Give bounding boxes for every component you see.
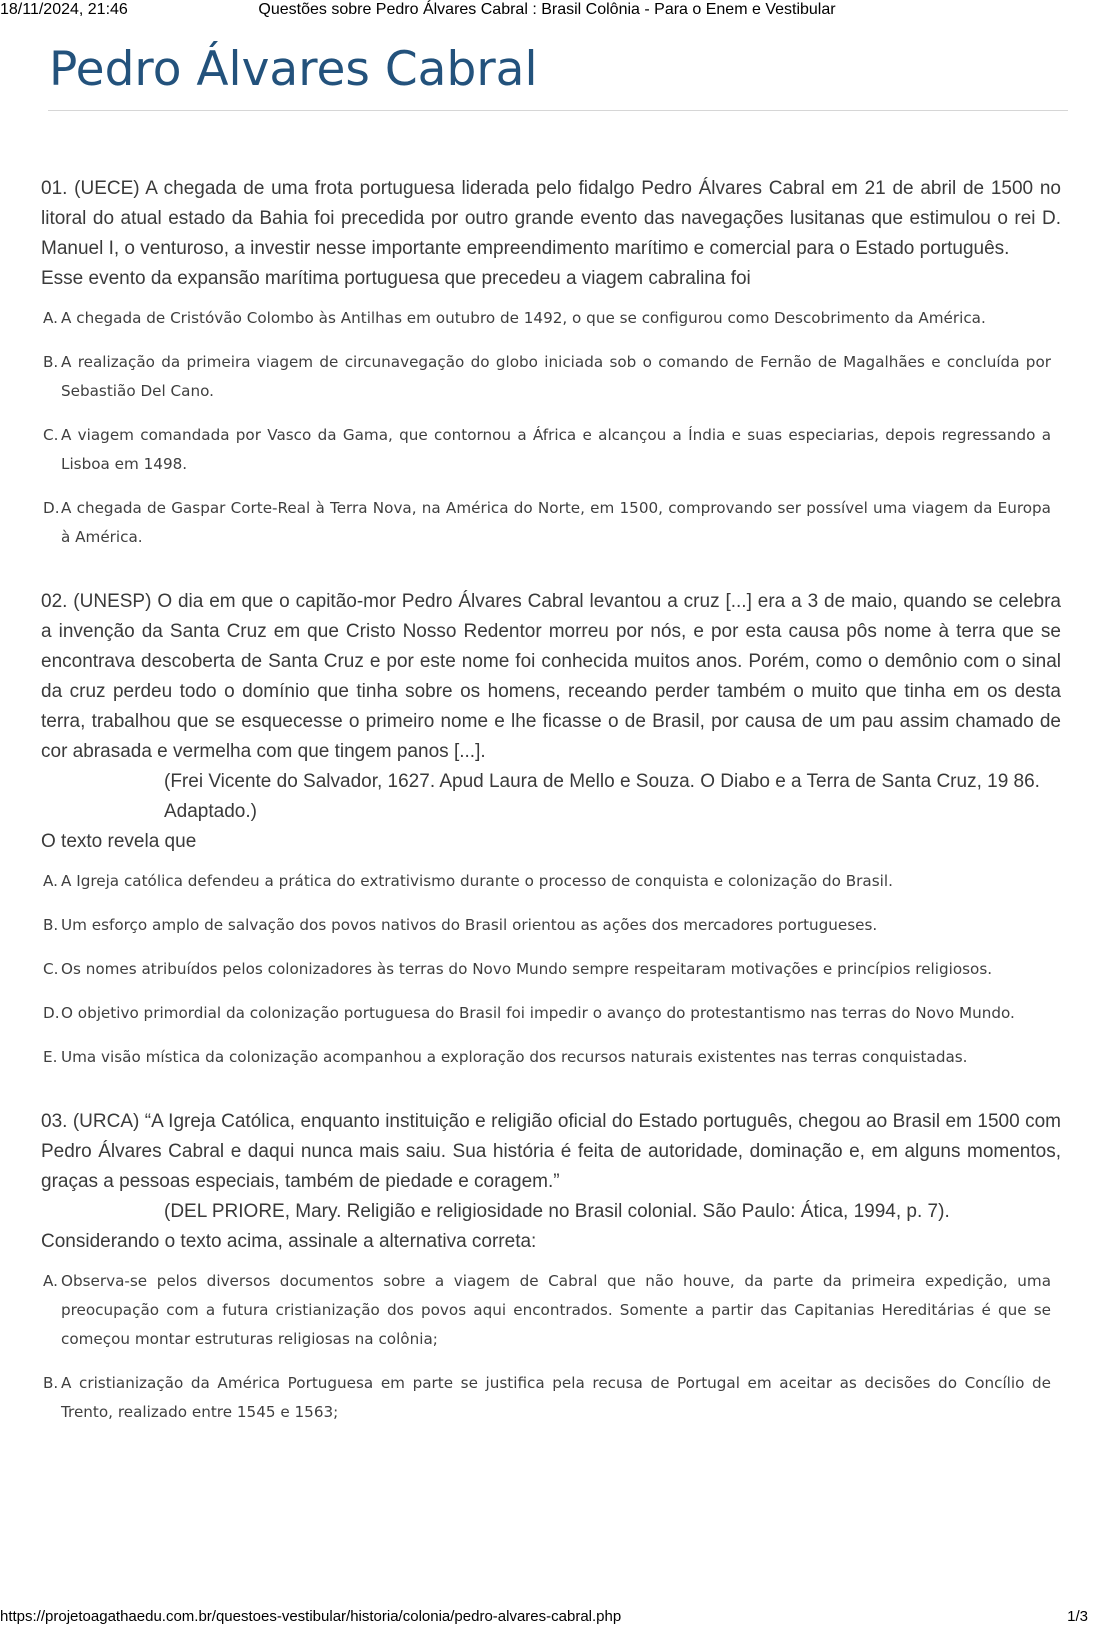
page-number: 1/3 (1067, 1608, 1088, 1625)
option-text: Um esforço amplo de salvação dos povos nativos do Brasil orientou as ações dos mercadores portugueses. (61, 916, 878, 934)
question-1-text: 01. (UECE) A chegada de uma frota portuguesa liderada pelo fidalgo Pedro Álvares Cabral em 21 de abril de 1500 no litoral do atual estado da Bahia foi precedida por outro grande evento das navegações lusitanas que estimulou o rei D. Manuel I, o venturoso, a investir nesse importante empreendimento marítimo e comercial para o Estado português. (41, 178, 1061, 259)
print-footer (0, 1608, 1094, 1626)
question-2 (41, 587, 1061, 1072)
page-title: Pedro Álvares Cabral (49, 42, 538, 97)
option-text: Uma visão mística da colonização acompanhou a exploração dos recursos naturais existentes nas terras conquistadas. (61, 1048, 968, 1066)
question-spacer (41, 1087, 1061, 1107)
option-letter: A. (43, 872, 58, 890)
question-2-citation: (Frei Vicente do Salvador, 1627. Apud Laura de Mello e Souza. O Diabo e a Terra de Santa Cruz, 19 86. Adaptado.) (164, 771, 1040, 822)
question-3-text: 03. (URCA) “A Igreja Católica, enquanto instituição e religião oficial do Estado português, chegou ao Brasil em 1500 com Pedro Álvares Cabral e daqui nunca mais saiu. Sua história é feita de autoridade, dominação e, em alguns momentos, graças a pessoas especiais, também de piedade e coragem.” (41, 1111, 1061, 1192)
questions-container (41, 174, 1061, 1442)
print-url[interactable]: https://projetoagathaedu.com.br/questoes-vestibular/historia/colonia/pedro-alvares-cabral.php (0, 1608, 622, 1625)
question-1-option-d[interactable] (41, 494, 1061, 552)
question-2-option-e[interactable] (41, 1043, 1061, 1072)
option-letter: A. (43, 309, 58, 327)
option-text: A chegada de Gaspar Corte-Real à Terra Nova, na América do Norte, em 1500, comprovando ser possível uma viagem da Europa à América. (61, 499, 1051, 546)
question-1-prompt: Esse evento da expansão marítima portuguesa que precedeu a viagem cabralina foi (41, 268, 751, 289)
question-1-option-c[interactable] (41, 421, 1061, 479)
option-letter: C. (43, 960, 59, 978)
question-1-option-a[interactable] (41, 304, 1061, 333)
option-text: O objetivo primordial da colonização portuguesa do Brasil foi impedir o avanço do protestantismo nas terras do Novo Mundo. (61, 1004, 1015, 1022)
option-letter: D. (43, 1004, 60, 1022)
print-datetime: 18/11/2024, 21:46 (0, 1, 128, 18)
question-3-option-b[interactable] (41, 1369, 1061, 1427)
option-letter: B. (43, 1374, 59, 1392)
option-letter: A. (43, 1272, 58, 1290)
option-text: Os nomes atribuídos pelos colonizadores às terras do Novo Mundo sempre respeitaram motivações e princípios religiosos. (61, 960, 993, 978)
question-3-option-a[interactable] (41, 1267, 1061, 1354)
question-2-prompt: O texto revela que (41, 831, 197, 852)
title-divider (48, 110, 1068, 111)
question-3-prompt: Considerando o texto acima, assinale a alternativa correta: (41, 1231, 537, 1252)
option-text: A chegada de Cristóvão Colombo às Antilhas em outubro de 1492, o que se configurou como Descobrimento da América. (61, 309, 986, 327)
option-letter: D. (43, 499, 60, 517)
question-2-options (41, 867, 1061, 1072)
option-text: Observa-se pelos diversos documentos sobre a viagem de Cabral que não houve, da parte da primeira expedição, uma preocupação com a futura cristianização dos povos aqui encontrados. Somente a partir das Capitanias Hereditárias é que se começou montar estruturas religiosas na colônia; (61, 1272, 1051, 1348)
question-1-option-b[interactable] (41, 348, 1061, 406)
question-3-citation: (DEL PRIORE, Mary. Religião e religiosidade no Brasil colonial. São Paulo: Ática, 1994, p. 7). (164, 1201, 950, 1222)
question-3-options (41, 1267, 1061, 1427)
option-letter: E. (43, 1048, 58, 1066)
question-2-option-b[interactable] (41, 911, 1061, 940)
question-3 (41, 1107, 1061, 1427)
question-2-option-a[interactable] (41, 867, 1061, 896)
question-2-option-d[interactable] (41, 999, 1061, 1028)
question-1-options (41, 304, 1061, 552)
print-document-title: Questões sobre Pedro Álvares Cabral : Brasil Colônia - Para o Enem e Vestibular (258, 1, 836, 18)
print-header (0, 0, 1094, 22)
option-text: A realização da primeira viagem de circunavegação do globo iniciada sob o comando de Fernão de Magalhães e concluída por Sebastião Del Cano. (61, 353, 1051, 400)
question-2-text: 02. (UNESP) O dia em que o capitão-mor Pedro Álvares Cabral levantou a cruz [...] era a 3 de maio, quando se celebra a invenção da Santa Cruz em que Cristo Nosso Redentor morreu por nós, e por esta causa pôs nome à terra que se encontrava descoberta de Santa Cruz e por este nome foi conhecida muitos anos. Porém, como o demônio com o sinal da cruz perdeu todo o domínio que tinha sobre os homens, receando perder também o muito que tinha em os desta terra, trabalhou que se esquecesse o primeiro nome e lhe ficasse o de Brasil, por causa de um pau assim chamado de cor abrasada e vermelha com que tingem panos [...]. (41, 591, 1061, 762)
option-letter: B. (43, 916, 59, 934)
question-spacer (41, 567, 1061, 587)
option-text: A Igreja católica defendeu a prática do extrativismo durante o processo de conquista e colonização do Brasil. (61, 872, 893, 890)
question-1 (41, 174, 1061, 552)
option-letter: C. (43, 426, 59, 444)
option-letter: B. (43, 353, 59, 371)
option-text: A cristianização da América Portuguesa em parte se justifica pela recusa de Portugal em aceitar as decisões do Concílio de Trento, realizado entre 1545 e 1563; (61, 1374, 1051, 1421)
question-2-option-c[interactable] (41, 955, 1061, 984)
option-text: A viagem comandada por Vasco da Gama, que contornou a África e alcançou a Índia e suas especiarias, depois regressando a Lisboa em 1498. (61, 426, 1051, 473)
